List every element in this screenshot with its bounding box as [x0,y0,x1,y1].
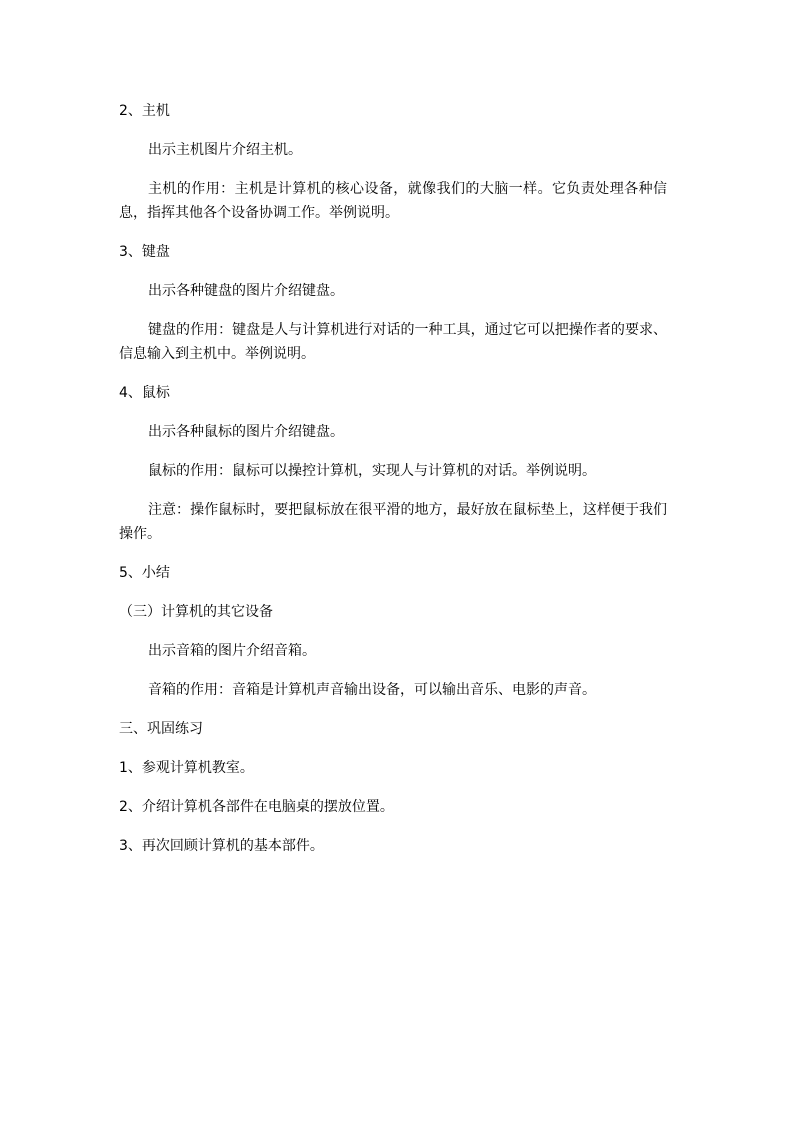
paragraph-host-function: 主机的作用：主机是计算机的核心设备，就像我们的大脑一样。它负责处理各种信息，指挥其他各个设备协调工作。举例说明。 [119,181,667,221]
section-heading-practice: 三、巩固练习 [119,721,203,737]
practice-item-3: 3、再次回顾计算机的基本部件。 [119,838,324,854]
section-heading-summary: 5、小结 [119,565,170,581]
paragraph-mouse-function: 鼠标的作用：鼠标可以操控计算机，实现人与计算机的对话。举例说明。 [148,463,596,479]
paragraph-speaker-function: 音箱的作用：音箱是计算机声音输出设备，可以输出音乐、电影的声音。 [148,682,596,698]
paragraph-show-host: 出示主机图片介绍主机。 [148,142,302,158]
document-body [119,99,667,858]
paragraph-show-keyboard: 出示各种键盘的图片介绍键盘。 [148,283,344,299]
paragraph-show-mouse: 出示各种鼠标的图片介绍键盘。 [148,424,344,440]
section-heading-other-devices: （三）计算机的其它设备 [119,604,273,620]
paragraph-show-speaker: 出示音箱的图片介绍音箱。 [148,643,316,659]
section-heading-keyboard: 3、键盘 [119,244,170,260]
practice-item-1: 1、参观计算机教室。 [119,760,254,776]
paragraph-mouse-note: 注意：操作鼠标时，要把鼠标放在很平滑的地方，最好放在鼠标垫上，这样便于我们操作。 [119,502,667,542]
section-heading-host: 2、主机 [119,103,170,119]
section-heading-mouse: 4、鼠标 [119,385,170,401]
practice-item-2: 2、介绍计算机各部件在电脑桌的摆放位置。 [119,799,394,815]
paragraph-keyboard-function: 键盘的作用：键盘是人与计算机进行对话的一种工具，通过它可以把操作者的要求、信息输入到主机中。举例说明。 [119,322,667,362]
